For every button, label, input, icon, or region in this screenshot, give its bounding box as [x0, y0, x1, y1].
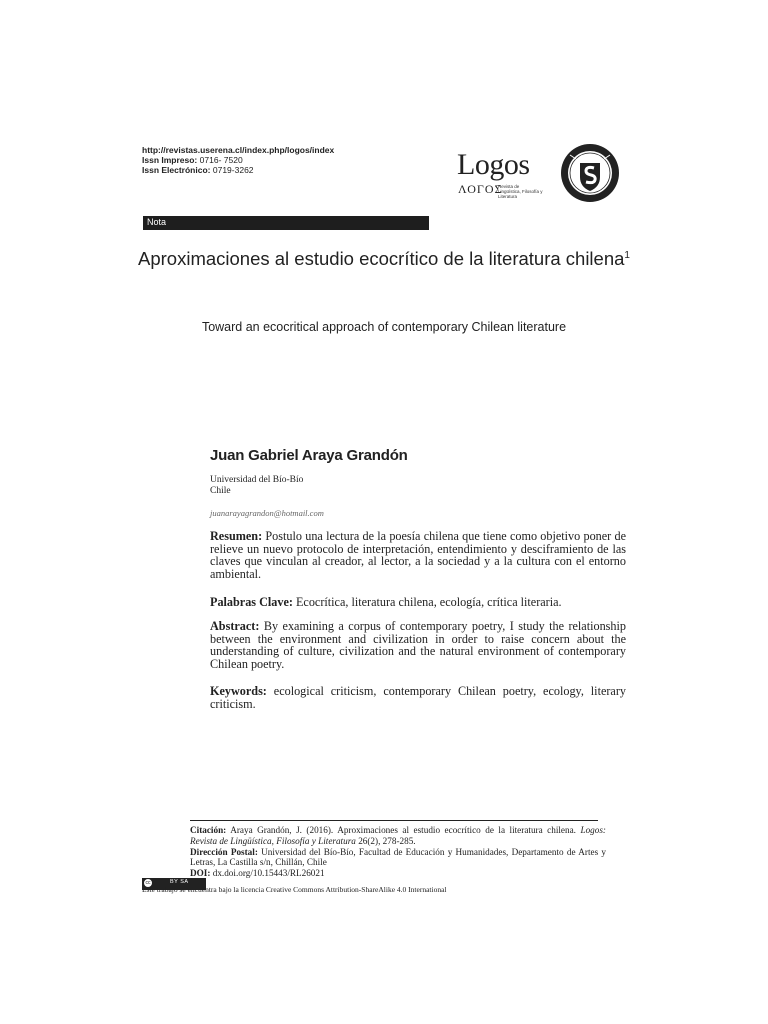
- journal-logo-subtitle: Revista de Lingüística, Filosofía y Literatura: [498, 184, 543, 199]
- abstract-paragraph: [210, 620, 626, 670]
- article-title: [120, 245, 648, 269]
- resumen-text: Postulo una lectura de la poesía chilena que tiene como objetivo poner de relieve un nuevo protocolo de interpretación, entendimiento y desciframiento de las claves que vinculan al creador, al lector, a la sociedad y a la cultura con el entorno ambiental.: [210, 529, 627, 581]
- resumen-paragraph: [210, 530, 626, 580]
- citation-divider: [190, 820, 598, 821]
- postal-address-text: Universidad del Bío-Bío, Facultad de Educación y Humanidades, Departamento de Artes y Letras, La Castilla s/n, Chillán, Chile: [190, 846, 607, 868]
- cc-badge-text: BY SA: [170, 879, 189, 885]
- abstract-label: Abstract:: [210, 619, 260, 633]
- section-bar: [143, 216, 429, 230]
- affiliation-country: Chile: [210, 486, 231, 496]
- citation-volume: 26(2), 278-285.: [358, 835, 416, 846]
- journal-logo-word: Logos: [457, 148, 530, 181]
- keywords-paragraph: [210, 685, 626, 710]
- cc-icon: cc: [143, 878, 153, 888]
- issn-print-value: 0716- 7520: [199, 155, 243, 165]
- affiliation-university: Universidad del Bío-Bío: [210, 475, 304, 485]
- palabras-clave-label: Palabras Clave:: [210, 595, 293, 609]
- doi-label: DOI:: [190, 868, 211, 879]
- doi-link[interactable]: dx.doi.org/10.15443/RL26021: [212, 868, 325, 879]
- author-email[interactable]: juanarayagrandon@hotmail.com: [210, 508, 324, 518]
- issn-electronic-label: Issn Electrónico:: [142, 165, 211, 175]
- doi-line: [190, 868, 606, 879]
- author-name: Juan Gabriel Araya Grandón: [210, 447, 408, 464]
- issn-print-label: Issn Impreso:: [142, 155, 198, 165]
- journal-url[interactable]: http://revistas.userena.cl/index.php/logos/index: [142, 145, 335, 155]
- palabras-clave-text: Ecocrítica, literatura chilena, ecología, crítica literaria.: [295, 595, 562, 609]
- citation-text: Araya Grandón, J. (2016). Aproximaciones al estudio ecocrítico de la literatura chilena.: [230, 825, 576, 835]
- issn-electronic-value: 0719-3262: [212, 165, 254, 175]
- university-seal-icon: [560, 143, 620, 203]
- abstract-text: By examining a corpus of contemporary poetry, I study the relationship between the environment and civilization in order to raise concern about the understanding of culture, civilization and the natural environment of contemporary Chilean poetry.: [210, 619, 626, 671]
- palabras-clave-paragraph: [210, 596, 626, 609]
- journal-header-info: [142, 145, 334, 175]
- resumen-label: Resumen:: [210, 529, 263, 543]
- postal-address-label: Dirección Postal:: [190, 846, 258, 857]
- keywords-text: ecological criticism, contemporary Chilean poetry, ecology, literary criticism.: [210, 684, 626, 711]
- title-footnote-marker[interactable]: 1: [624, 250, 630, 261]
- citation-line: [190, 825, 606, 847]
- citation-block: [190, 825, 606, 879]
- section-label: Nota: [147, 217, 167, 227]
- author-affiliation: [210, 475, 303, 497]
- journal-logo-greek: ΛΟΓΟΣ: [458, 182, 503, 196]
- license-text: Este trabajo se encuentra bajo la licencia Creative Commons Attribution-ShareAlike 4.0 International: [142, 885, 447, 894]
- keywords-label: Keywords:: [210, 684, 267, 698]
- postal-address-line: [190, 847, 606, 869]
- article-title-text: Aproximaciones al estudio ecocrítico de la literatura chilena: [138, 248, 625, 270]
- article-subtitle: Toward an ecocritical approach of contemporary Chilean literature: [201, 320, 567, 334]
- citation-label: Citación:: [190, 825, 227, 835]
- citation-journal: Logos: Revista de Lingüística, Filosofía y Literatura: [190, 825, 606, 846]
